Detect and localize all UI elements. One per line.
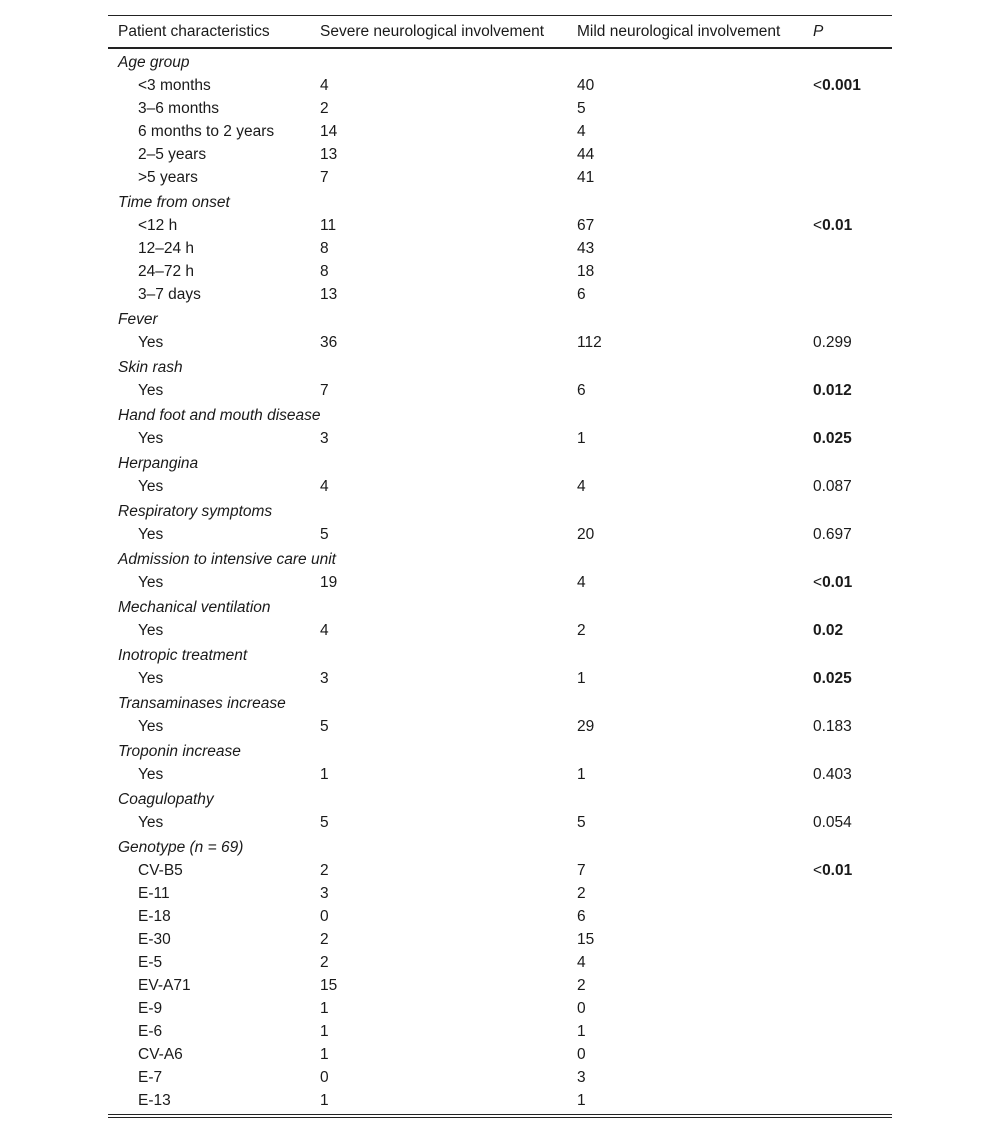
row-label: Yes bbox=[138, 478, 164, 495]
row-label: 12–24 h bbox=[138, 240, 195, 257]
table-row bbox=[108, 283, 892, 306]
group-row bbox=[108, 189, 892, 214]
p-value bbox=[803, 120, 892, 143]
mild-count: 1 bbox=[577, 1092, 586, 1109]
p-value bbox=[803, 379, 892, 402]
table-row bbox=[108, 859, 892, 882]
mild-count: 15 bbox=[577, 931, 595, 948]
table-row bbox=[108, 974, 892, 997]
row-label: Yes bbox=[138, 622, 164, 639]
p-value-number: 0.02 bbox=[813, 622, 844, 639]
group-row bbox=[108, 450, 892, 475]
severe-count: 3 bbox=[320, 670, 329, 687]
row-label: E-30 bbox=[138, 931, 171, 948]
p-value-number: 0.025 bbox=[813, 430, 852, 447]
p-value bbox=[803, 571, 892, 594]
mild-count: 29 bbox=[577, 718, 595, 735]
severe-count: 1 bbox=[320, 1000, 329, 1017]
table-row bbox=[108, 1066, 892, 1089]
table-row bbox=[108, 260, 892, 283]
row-label: E-7 bbox=[138, 1069, 163, 1086]
table-row bbox=[108, 951, 892, 974]
row-label: Yes bbox=[138, 526, 164, 543]
row-label: E-13 bbox=[138, 1092, 171, 1109]
row-label: 3–6 months bbox=[138, 100, 219, 117]
table-row bbox=[108, 166, 892, 189]
bottom-rule bbox=[108, 1114, 892, 1115]
p-value-number: 0.697 bbox=[813, 526, 852, 543]
p-value-prefix: < bbox=[813, 862, 823, 879]
severe-count: 15 bbox=[320, 977, 338, 994]
p-value bbox=[803, 166, 892, 189]
row-label: CV-A6 bbox=[138, 1046, 183, 1063]
table-row bbox=[108, 523, 892, 546]
p-value bbox=[803, 214, 892, 237]
p-value bbox=[803, 667, 892, 690]
mild-count: 2 bbox=[577, 622, 586, 639]
table-row bbox=[108, 928, 892, 951]
row-label: <12 h bbox=[138, 217, 178, 234]
table-row bbox=[108, 619, 892, 642]
row-label: E-9 bbox=[138, 1000, 163, 1017]
p-value bbox=[803, 1066, 892, 1089]
p-value bbox=[803, 928, 892, 951]
row-label: E-11 bbox=[138, 885, 170, 902]
mild-count: 18 bbox=[577, 263, 595, 280]
row-label: Yes bbox=[138, 670, 164, 687]
severe-count: 3 bbox=[320, 430, 329, 447]
group-label: Coagulopathy bbox=[118, 790, 214, 808]
severe-count: 2 bbox=[320, 862, 329, 879]
p-value-number: 0.001 bbox=[822, 77, 861, 94]
group-label: Respiratory symptoms bbox=[118, 502, 273, 520]
group-row bbox=[108, 354, 892, 379]
row-label: 3–7 days bbox=[138, 286, 201, 303]
severe-count: 1 bbox=[320, 766, 329, 783]
severe-count: 2 bbox=[320, 954, 329, 971]
group-row bbox=[108, 642, 892, 667]
group-row bbox=[108, 690, 892, 715]
p-value-number: 0.012 bbox=[813, 382, 852, 399]
group-row bbox=[108, 306, 892, 331]
p-value-number: 0.025 bbox=[813, 670, 852, 687]
group-row bbox=[108, 594, 892, 619]
p-value-prefix: < bbox=[813, 217, 823, 234]
severe-count: 5 bbox=[320, 718, 329, 735]
severe-count: 7 bbox=[320, 382, 329, 399]
severe-count: 3 bbox=[320, 885, 329, 902]
characteristics-table-container bbox=[108, 15, 892, 1118]
mild-count: 6 bbox=[577, 908, 586, 925]
p-value bbox=[803, 715, 892, 738]
p-value-number: 0.299 bbox=[813, 334, 852, 351]
row-label: Yes bbox=[138, 382, 164, 399]
table-row bbox=[108, 379, 892, 402]
severe-count: 13 bbox=[320, 146, 338, 163]
p-value bbox=[803, 1043, 892, 1066]
p-value bbox=[803, 331, 892, 354]
mild-count: 4 bbox=[577, 574, 586, 591]
table-row bbox=[108, 74, 892, 97]
row-label: <3 months bbox=[138, 77, 211, 94]
severe-count: 2 bbox=[320, 100, 329, 117]
group-label: Fever bbox=[118, 310, 158, 328]
p-value bbox=[803, 523, 892, 546]
table-row bbox=[108, 237, 892, 260]
mild-count: 67 bbox=[577, 217, 595, 234]
table-row bbox=[108, 143, 892, 166]
group-label: Age group bbox=[118, 53, 190, 71]
p-value bbox=[803, 260, 892, 283]
row-label: 24–72 h bbox=[138, 263, 195, 280]
mild-count: 2 bbox=[577, 977, 586, 994]
p-value bbox=[803, 1089, 892, 1112]
table-body bbox=[108, 48, 892, 1112]
mild-count: 41 bbox=[577, 169, 595, 186]
p-value-number: 0.087 bbox=[813, 478, 852, 495]
mild-count: 4 bbox=[577, 123, 586, 140]
severe-count: 13 bbox=[320, 286, 338, 303]
bottom-rule-double bbox=[108, 1117, 892, 1118]
row-label: Yes bbox=[138, 430, 164, 447]
row-label: >5 years bbox=[138, 169, 198, 186]
mild-count: 5 bbox=[577, 814, 586, 831]
row-label: CV-B5 bbox=[138, 862, 183, 879]
row-label: 6 months to 2 years bbox=[138, 123, 275, 140]
p-value bbox=[803, 97, 892, 120]
table-row bbox=[108, 475, 892, 498]
table-row bbox=[108, 571, 892, 594]
group-label: Hand foot and mouth disease bbox=[118, 406, 321, 424]
severe-count: 5 bbox=[320, 814, 329, 831]
group-label: Skin rash bbox=[118, 358, 183, 376]
p-value bbox=[803, 475, 892, 498]
table-row bbox=[108, 97, 892, 120]
group-label: Inotropic treatment bbox=[118, 646, 248, 664]
group-row bbox=[108, 402, 892, 427]
table-row bbox=[108, 120, 892, 143]
table-header-row bbox=[108, 16, 892, 49]
p-value bbox=[803, 882, 892, 905]
severe-count: 1 bbox=[320, 1046, 329, 1063]
p-value bbox=[803, 974, 892, 997]
group-label: Genotype (n = 69) bbox=[118, 838, 244, 856]
p-value bbox=[803, 74, 892, 97]
severe-count: 5 bbox=[320, 526, 329, 543]
severe-count: 14 bbox=[320, 123, 338, 140]
group-label: Time from onset bbox=[118, 193, 230, 211]
p-value bbox=[803, 283, 892, 306]
p-value bbox=[803, 811, 892, 834]
table-row bbox=[108, 763, 892, 786]
severe-count: 11 bbox=[320, 217, 337, 234]
table-row bbox=[108, 997, 892, 1020]
table-row bbox=[108, 811, 892, 834]
mild-count: 3 bbox=[577, 1069, 586, 1086]
mild-count: 2 bbox=[577, 885, 586, 902]
mild-count: 1 bbox=[577, 430, 586, 447]
severe-count: 1 bbox=[320, 1092, 329, 1109]
table-row bbox=[108, 667, 892, 690]
group-row bbox=[108, 786, 892, 811]
p-value bbox=[803, 237, 892, 260]
mild-count: 0 bbox=[577, 1000, 586, 1017]
p-value bbox=[803, 951, 892, 974]
p-value-number: 0.054 bbox=[813, 814, 852, 831]
table-row bbox=[108, 1043, 892, 1066]
row-label: Yes bbox=[138, 334, 164, 351]
row-label: Yes bbox=[138, 574, 164, 591]
p-value-prefix: < bbox=[813, 574, 823, 591]
header-severe: Severe neurological involvement bbox=[320, 22, 545, 40]
group-row bbox=[108, 48, 892, 74]
mild-count: 4 bbox=[577, 478, 586, 495]
row-label: 2–5 years bbox=[138, 146, 207, 163]
severe-count: 4 bbox=[320, 478, 329, 495]
mild-count: 1 bbox=[577, 1023, 586, 1040]
row-label: Yes bbox=[138, 766, 164, 783]
group-label: Mechanical ventilation bbox=[118, 598, 271, 616]
p-value-number: 0.01 bbox=[822, 574, 853, 591]
p-value bbox=[803, 1020, 892, 1043]
mild-count: 1 bbox=[577, 766, 586, 783]
severe-count: 8 bbox=[320, 263, 329, 280]
group-row bbox=[108, 498, 892, 523]
group-label: Admission to intensive care unit bbox=[118, 550, 336, 568]
mild-count: 40 bbox=[577, 77, 595, 94]
mild-count: 0 bbox=[577, 1046, 586, 1063]
row-label: E-6 bbox=[138, 1023, 163, 1040]
row-label: EV-A71 bbox=[138, 977, 191, 994]
table-row bbox=[108, 882, 892, 905]
severe-count: 2 bbox=[320, 931, 329, 948]
severe-count: 8 bbox=[320, 240, 329, 257]
group-label: Transaminases increase bbox=[118, 694, 286, 712]
group-row bbox=[108, 546, 892, 571]
severe-count: 0 bbox=[320, 908, 329, 925]
p-value-prefix: < bbox=[813, 77, 823, 94]
group-row bbox=[108, 834, 892, 859]
row-label: Yes bbox=[138, 814, 164, 831]
severe-count: 4 bbox=[320, 622, 329, 639]
row-label: E-5 bbox=[138, 954, 163, 971]
p-value-number: 0.01 bbox=[822, 862, 853, 879]
mild-count: 5 bbox=[577, 100, 586, 117]
mild-count: 112 bbox=[577, 334, 602, 351]
patient-characteristics-table bbox=[108, 15, 892, 1112]
p-value-number: 0.01 bbox=[822, 217, 853, 234]
severe-count: 0 bbox=[320, 1069, 329, 1086]
group-label: Herpangina bbox=[118, 454, 199, 472]
p-value bbox=[803, 763, 892, 786]
header-mild: Mild neurological involvement bbox=[577, 22, 781, 40]
p-value bbox=[803, 905, 892, 928]
mild-count: 7 bbox=[577, 862, 586, 879]
p-value-number: 0.183 bbox=[813, 718, 852, 735]
severe-count: 19 bbox=[320, 574, 338, 591]
group-row bbox=[108, 738, 892, 763]
table-row bbox=[108, 1089, 892, 1112]
p-value-number: 0.403 bbox=[813, 766, 852, 783]
mild-count: 4 bbox=[577, 954, 586, 971]
mild-count: 44 bbox=[577, 146, 595, 163]
mild-count: 43 bbox=[577, 240, 595, 257]
header-p-value: P bbox=[813, 22, 824, 40]
table-row bbox=[108, 331, 892, 354]
severe-count: 4 bbox=[320, 77, 329, 94]
p-value bbox=[803, 143, 892, 166]
p-value bbox=[803, 427, 892, 450]
table-row bbox=[108, 427, 892, 450]
group-label: Troponin increase bbox=[118, 742, 241, 760]
table-row bbox=[108, 715, 892, 738]
p-value bbox=[803, 859, 892, 882]
severe-count: 36 bbox=[320, 334, 338, 351]
mild-count: 6 bbox=[577, 382, 586, 399]
table-row bbox=[108, 905, 892, 928]
severe-count: 1 bbox=[320, 1023, 329, 1040]
row-label: E-18 bbox=[138, 908, 171, 925]
mild-count: 1 bbox=[577, 670, 586, 687]
severe-count: 7 bbox=[320, 169, 329, 186]
mild-count: 6 bbox=[577, 286, 586, 303]
table-row bbox=[108, 214, 892, 237]
p-value bbox=[803, 619, 892, 642]
table-row bbox=[108, 1020, 892, 1043]
row-label: Yes bbox=[138, 718, 164, 735]
header-patient-characteristics: Patient characteristics bbox=[118, 22, 270, 40]
mild-count: 20 bbox=[577, 526, 595, 543]
p-value bbox=[803, 997, 892, 1020]
